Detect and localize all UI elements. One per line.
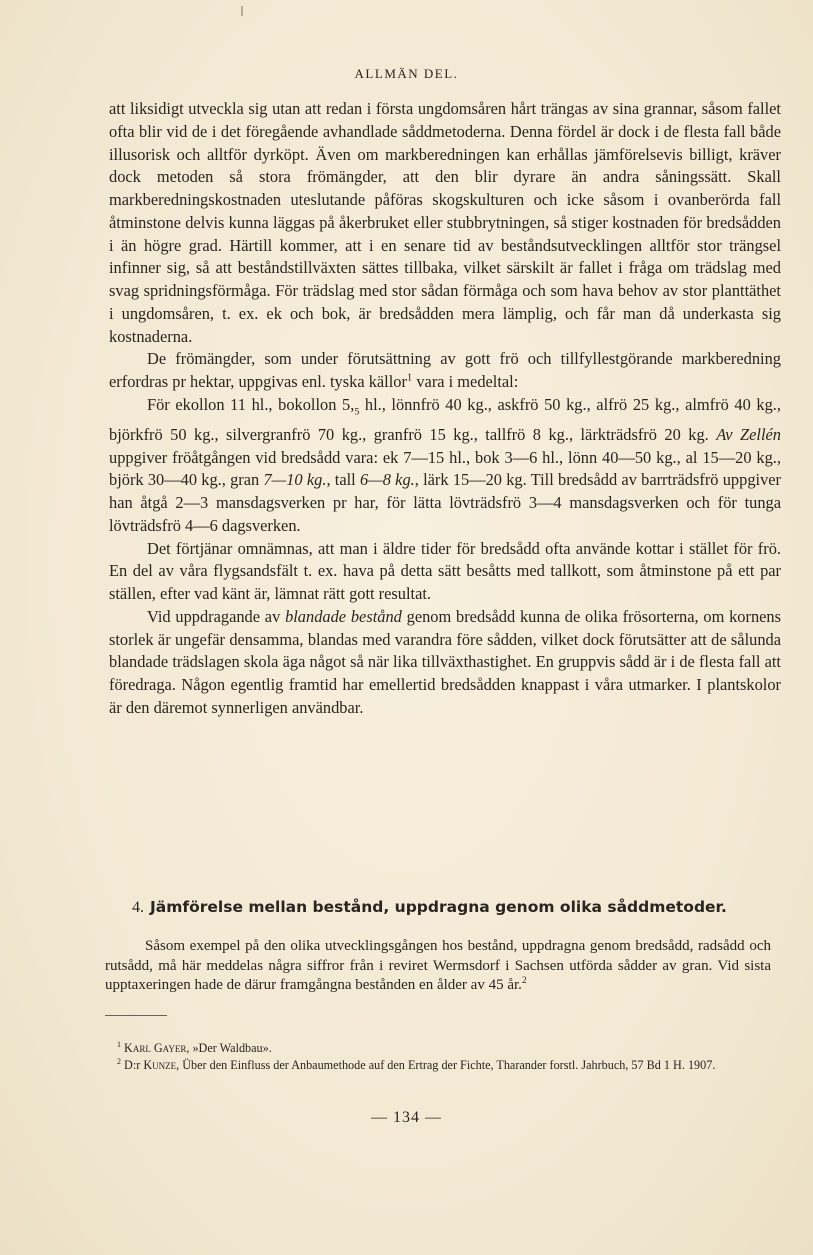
page-number: — 134 — xyxy=(371,1109,442,1126)
footnotes xyxy=(105,1040,775,1074)
footnote-2: $^2$ D:r Kunze, Über den Einfluss der Anbaumethode auf den Ertrag der Fichte, Tharander forstl. Jahrbuch, 57 Bd 1 H. 1907. xyxy=(117,1056,716,1072)
paragraph-4: Det förtjänar omnämnas, att man i äldre tider för bredsådd ofta använde kottar i stället för frö. En del av våra flygsandsfält t. ex. hava på detta sätt besåtts med tallkott, som åtminstone på ett par ställen, efter vad känt är, lämnat rätt gott resultat. xyxy=(109,538,781,604)
main-text xyxy=(109,98,781,720)
footnote-ref-1: 1 xyxy=(406,372,413,384)
footnote-ref-2: 2 xyxy=(521,975,527,986)
section-title: Jämförelse mellan bestånd, uppdragna genom olika såddmetoder. xyxy=(150,898,727,916)
paper-mark xyxy=(241,6,243,16)
section-heading xyxy=(132,898,782,917)
section-number: 4. xyxy=(132,899,144,916)
paragraph-1: att liksidigt utveckla sig utan att redan i första ungdomsåren hårt trängas av sina grannar, såsom fallet ofta blir vid de i det föregående avhandlade såddmetoderna. Denna fördel är dock i de flesta fall både illusorisk och alltför dyrköpt. Även om markberedningen kan erhållas jämförelsevis billigt, kräver dock metoden så stora frömängder, att den blir dyrare än andra såningssätt. Skall markberedningskostnaden uteslutande påföras skogskulturen och icke såsom i ovanberörda fall åtminstone delvis kunna läggas på åkerbruket eller stubbrytningen, så stiger kostnaden för bredsådden i än högre grad. Härtill kommer, att i en senare tid av beståndsutvecklingen alltför stor trängsel infinner sig, så att beståndstillväxten sättes tillbaka, vilket särskilt är fallet i fråga om trädslag med svag spridningsförmåga. För trädslag med stor sådan förmåga och som hava behov av stor planttäthet i ungdomsåren, t. ex. ek och bok, är bredsådden mera lämplig, och får man då underkasta sig kostnaderna. xyxy=(109,99,781,346)
footnote-rule xyxy=(105,1015,167,1016)
section-body xyxy=(105,937,771,996)
paragraph-2: De frömängder, som under förutsättning av gott frö och tillfyllestgörande markberedning erfordras pr hektar, uppgivas enl. tyska källor$^1$ vara i medeltal: xyxy=(109,349,781,391)
author-zellen: Av Zellén xyxy=(716,424,782,444)
footnote-1: $^1$ Karl Gayer, »Der Waldbau». xyxy=(117,1039,272,1055)
emphasis-blandade-bestand: blandade bestånd xyxy=(285,606,402,626)
paragraph-5: Vid uppdragande av blandade bestånd genom bredsådd kunna de olika frösorterna, om kornens storlek är ungefär densamma, blandas med varandra före sådden, vilket dock förutsätter att de sålunda blandade trädslagen skola äga något så när lika tillväxthastighet. En gruppvis sådd är i de flesta fall att föredraga. Någon egentlig framtid har emellertid bredsådden knappast i våra utmarker. I plantskolor är den däremot synnerligen användbar. xyxy=(109,606,781,717)
running-head: ALLMÄN DEL. xyxy=(354,66,459,81)
paragraph-3: För ekollon 11 hl., bokollon $5,_5$ hl., lönnfrö 40 kg., askfrö 50 kg., alfrö 25 kg., almfrö 40 kg., björkfrö 50 kg., silvergranfrö 70 kg., granfrö 15 kg., tallfrö 8 kg., lärkträdsfrö 20 kg. Av Zellén uppgiver fröåtgången vid bredsådd vara: ek 7—15 hl., bok 3—6 hl., lönn 40—50 kg., al 15—20 kg., björk 30—40 kg., gran 7—10 kg., tall 6—8 kg., lärk 15—20 kg. Till bredsådd av barrträdsfrö uppgiver han åtgå 2—3 mansdagsverken pr har, för lätta lövträdsfrö 3—4 mansdagsverken och för tunga lövträdsfrö 4—6 dagsverken. xyxy=(109,394,782,535)
section-paragraph: Såsom exempel på den olika utvecklingsgången hos bestånd, uppdragna genom bredsådd, radsådd och rutsådd, må här meddelas några siffror från i reviret Wermsdorf i Sachsen utförda sådder av gran. Vid sista upptaxeringen hade de därur framgångna bestånden en ålder av 45 år.$^2$ xyxy=(105,938,771,993)
